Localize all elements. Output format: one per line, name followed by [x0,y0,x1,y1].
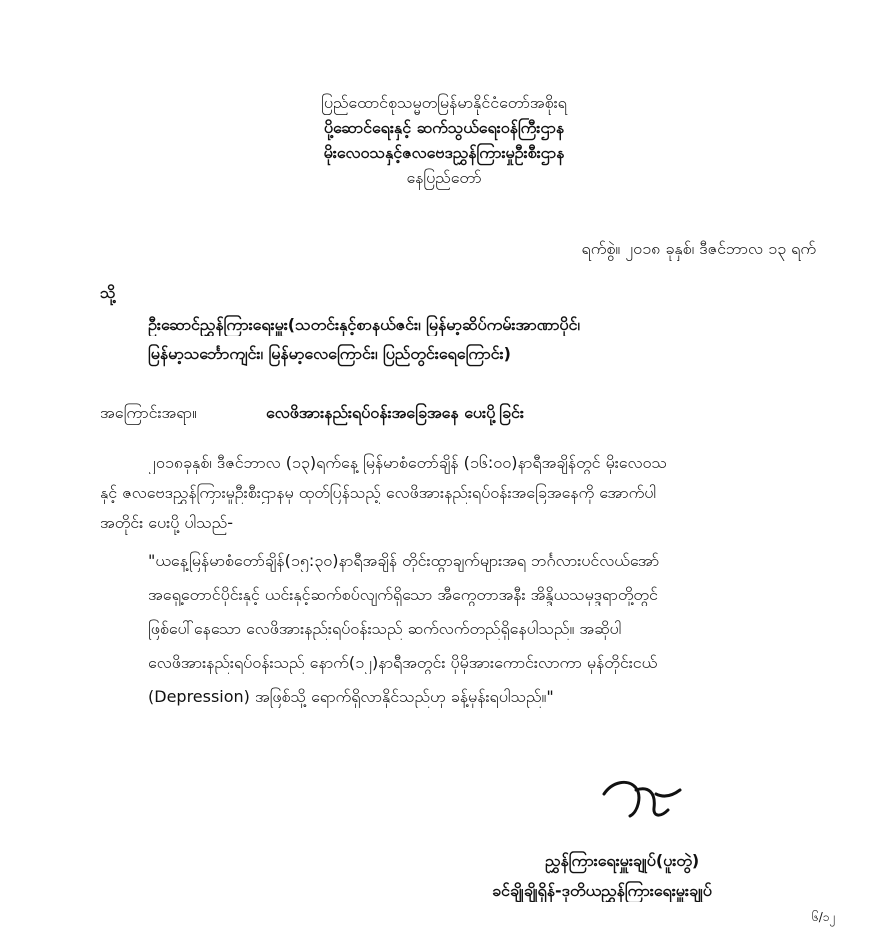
body-line-1: ၂၀၁၈ခုနှစ်၊ ဒီဇင်ဘာလ (၁၃)ရက်နေ့ မြန်မာစံတော်ချိန် (၁၆:၀၀)နာရီအချိန်တွင် မိုးလေဝသ [148,453,667,472]
to-label: သို့ [100,283,116,302]
subject-label: အကြောင်းအရာ။ [100,403,197,422]
signatory-title: ညွှန်ကြားရေးမှူးချုပ်(ပူးတွဲ) [545,851,700,870]
recipient-line-2: မြန်မာ့သင်္ဘောကျင်း၊ မြန်မာ့လေကြောင်း၊ ပြည်တွင်းရေကြောင်း) [148,344,511,363]
header-department: မိုးလေဝသနှင့်ဇလဗေဒညွှန်ကြားမှုဦးစီးဌာန [323,143,565,162]
body-line-2: နှင့် ဇလဗေဒညွှန်ကြားမှုဦးစီးဌာနမှ ထုတ်ပြန်သည့် လေဖိအားနည်းရပ်ဝန်းအခြေအနေကို အောက်ပါ [100,483,657,502]
handwritten-signature [598,768,688,826]
header-government: ပြည်ထောင်စုသမ္မတမြန်မာနိုင်ငံတော်အစိုးရ [321,93,567,112]
quote-line-2: အရှေ့တောင်ပိုင်းနှင့် ယင်းနှင့်ဆက်စပ်လျက်ရှိသော အီကွေတာအနီး အိန္ဒိယသမုဒ္ဒရာတို့တွင် [148,585,658,604]
quote-line-4: လေဖိအားနည်းရပ်ဝန်းသည် နောက်(၁၂)နာရီအတွင်း ပိုမိုအားကောင်းလာကာ မုန်တိုင်းငယ် [148,653,658,672]
quote-line-3: ဖြစ်ပေါ်နေသော လေဖိအားနည်းရပ်ဝန်းသည် ဆက်လက်တည်ရှိနေပါသည်။ အဆိုပါ [148,619,622,638]
recipient-line-1: ဦးဆောင်ညွှန်ကြားရေးမှူး(သတင်းနှင့်စာနယ်ဇင်း၊ မြန်မာ့ဆိပ်ကမ်းအာဏာပိုင်၊ [148,315,580,334]
header-city: နေပြည်တော် [406,168,482,187]
signatory-name: ခင်ချိုချိုရှိန်-ဒုတိယညွှန်ကြားရေးမှူးချုပ် [492,881,712,900]
header-ministry: ပို့ဆောင်ရေးနှင့် ဆက်သွယ်ရေးဝန်ကြီးဌာန [323,118,565,137]
body-line-3: အတိုင်း ပေးပို့ ပါသည်- [100,513,233,532]
quote-line-5: (Depression) အဖြစ်သို့ ရောက်ရှိလာနိုင်သည်ဟု ခန့်မှန်းရပါသည်။" [148,687,554,706]
quote-line-1: "ယနေ့မြန်မာစံတော်ချိန်(၁၅:၃၀)နာရီအချိန် တိုင်းထွာချက်များအရ ဘင်္ဂလားပင်လယ်အော် [148,551,660,570]
handwritten-date-note: ၆/၁၂ [812,910,836,924]
letter-date: ရက်စွဲ။ ၂၀၁၈ ခုနှစ်၊ ဒီဇင်ဘာလ ၁၃ ရက် [581,239,816,258]
subject-text: လေဖိအားနည်းရပ်ဝန်းအခြေအနေ ပေးပို့ခြင်း [266,403,524,422]
